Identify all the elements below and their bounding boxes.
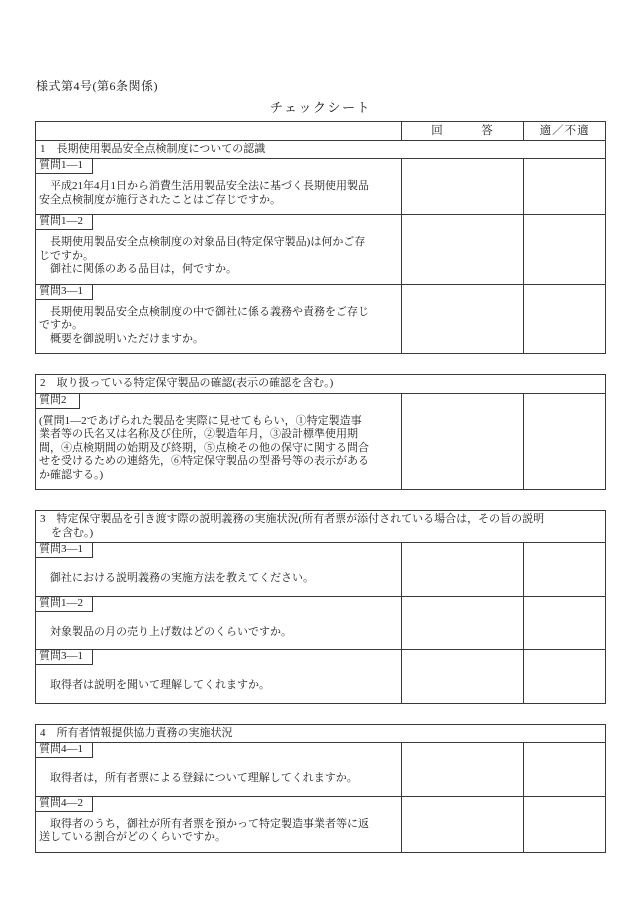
question-text xyxy=(36,668,401,703)
question-text-line: 間，④点検期間の始期及び終期，⑤点検その他の保守に関する問合 xyxy=(39,441,369,454)
question-label: 質問1—2 xyxy=(36,597,93,612)
question-text-line: せを受けるための連絡先，⑥特定保守製品の型番号等の表示がある xyxy=(39,455,369,467)
question-text-line: 御社における説明義務の実施方法を教えてください。 xyxy=(39,572,314,584)
passfail-cell xyxy=(523,285,605,354)
question-label: 質問3—1 xyxy=(36,543,93,558)
document-title: チェックシート xyxy=(269,100,372,115)
header-answer-label: 回 答 xyxy=(401,122,524,140)
question-text-line: 取得者は説明を聞いて理解してくれますか。 xyxy=(39,679,270,691)
question-row xyxy=(36,158,605,214)
question-label: 質問4—2 xyxy=(36,797,93,812)
question-cell xyxy=(36,394,401,490)
answer-cell xyxy=(401,159,524,214)
answer-cell xyxy=(401,215,524,284)
question-text-line: 取得者のうち，御社が所有者票を預かって特定製造事業者等に返 xyxy=(39,817,369,830)
passfail-cell xyxy=(523,159,605,214)
question-cell xyxy=(36,797,401,852)
question-text-line: か確認する。) xyxy=(39,468,104,481)
checklist-table-4 xyxy=(35,724,606,853)
answer-cell xyxy=(401,797,524,852)
question-text-line: 長期使用製品安全点検制度の対象品目(特定保守製品)は何かご存 xyxy=(39,236,366,248)
question-text xyxy=(36,412,401,490)
question-cell xyxy=(36,543,401,596)
question-cell xyxy=(36,597,401,650)
question-text xyxy=(36,177,401,214)
section-title-line: 4 所有者情報提供協力責務の実施状況 xyxy=(40,726,233,739)
question-row xyxy=(36,796,605,852)
question-text-line: 業者等の氏名又は名称及び住所，②製造年月，③設計標準使用期 xyxy=(39,428,358,440)
form-number: 様式第4号(第6条関係) xyxy=(36,79,158,93)
passfail-cell xyxy=(523,543,605,596)
section-title-row xyxy=(36,375,605,393)
question-text-line: ですか。 xyxy=(39,319,83,331)
question-text-line: じですか。 xyxy=(39,249,94,262)
section-title-line: 3 特定保守製品を引き渡す際の説明義務の実施状況(所有者票が添付されている場合は，その旨の説明 xyxy=(40,513,545,525)
header-passfail-label: 適／不適 xyxy=(523,122,605,140)
passfail-cell xyxy=(523,215,605,284)
question-row xyxy=(36,542,605,596)
answer-cell xyxy=(401,394,524,490)
table-header-row xyxy=(36,122,605,140)
question-text xyxy=(36,815,401,852)
question-text-line: 長期使用製品安全点検制度の中で御社に係る義務や責務をご存じ xyxy=(39,305,369,318)
question-row xyxy=(36,214,605,284)
question-text xyxy=(36,761,401,796)
section-title-row xyxy=(36,140,605,159)
question-text-line: 御社に関係のある品目は，何ですか。 xyxy=(39,263,237,275)
question-row xyxy=(36,393,605,490)
question-text-line: 送している割合がどのくらいですか。 xyxy=(39,831,226,843)
checklist-tables xyxy=(35,121,606,853)
passfail-cell xyxy=(523,743,605,796)
question-row xyxy=(36,649,605,703)
question-text xyxy=(36,615,401,650)
passfail-cell xyxy=(523,597,605,650)
question-text-line: 概要を御説明いただけますか。 xyxy=(39,332,204,345)
question-label: 質問1—1 xyxy=(36,159,93,174)
question-cell xyxy=(36,215,401,284)
section-title xyxy=(36,725,605,743)
answer-cell xyxy=(401,650,524,703)
question-label: 質問4—1 xyxy=(36,743,93,758)
question-text-line: 平成21年4月1日から消費生活用製品安全法に基づく長期使用製品 xyxy=(39,180,369,192)
question-cell xyxy=(36,650,401,703)
question-text xyxy=(36,303,401,354)
passfail-cell xyxy=(523,394,605,490)
question-row xyxy=(36,596,605,650)
checklist-table-2 xyxy=(35,374,606,490)
question-text-line: 対象製品の月の売り上げ数はどのくらいですか。 xyxy=(39,625,292,638)
question-row xyxy=(36,284,605,354)
section-title xyxy=(36,375,605,393)
question-label: 質問1—2 xyxy=(36,215,93,230)
question-cell xyxy=(36,743,401,796)
checklist-table-3 xyxy=(35,510,606,704)
question-text-line: (質問1—2であげられた製品を実際に見せてもらい，①特定製造事 xyxy=(39,414,362,427)
answer-cell xyxy=(401,543,524,596)
answer-cell xyxy=(401,743,524,796)
passfail-cell xyxy=(523,650,605,703)
question-text xyxy=(36,233,401,284)
answer-cell xyxy=(401,285,524,354)
question-row xyxy=(36,742,605,796)
passfail-cell xyxy=(523,797,605,852)
section-title xyxy=(36,511,605,542)
question-text-line: 取得者は，所有者票による登録について理解してくれますか。 xyxy=(39,772,358,784)
section-title-row xyxy=(36,511,605,542)
question-cell xyxy=(36,285,401,354)
section-title-row xyxy=(36,725,605,743)
question-label: 質問3—1 xyxy=(36,650,93,665)
question-label: 質問2 xyxy=(36,394,80,409)
question-text xyxy=(36,561,401,596)
question-cell xyxy=(36,159,401,214)
checklist-table-1 xyxy=(35,121,606,354)
section-title xyxy=(36,141,605,159)
section-title-line: 1 長期使用製品安全点検制度についての認識 xyxy=(40,142,266,155)
section-title-line: を含む。) xyxy=(40,526,94,539)
question-label: 質問3—1 xyxy=(36,285,93,300)
section-title-line: 2 取り扱っている特定保守製品の確認(表示の確認を含む。) xyxy=(40,377,334,389)
question-text-line: 安全点検制度が施行されたことはご存じですか。 xyxy=(39,193,281,206)
answer-cell xyxy=(401,597,524,650)
header-blank-cell xyxy=(36,122,401,140)
